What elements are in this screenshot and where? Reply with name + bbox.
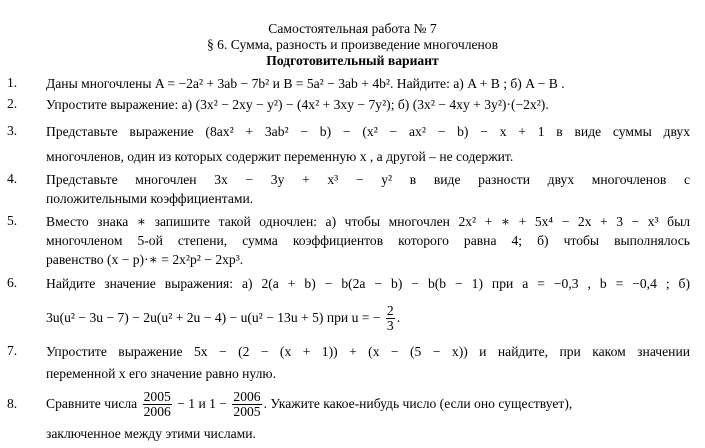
fraction-1 xyxy=(143,390,172,419)
problem-text-line xyxy=(46,386,690,422)
problem-text-line xyxy=(46,300,690,336)
problem-text: Представьте выражение (8ax² + 3ab² − b) − (x² − ax² − b) − x + 1 в виде суммы двух xyxy=(46,124,690,139)
fraction-numerator: 2 xyxy=(386,303,394,319)
fraction-2 xyxy=(232,390,261,419)
fraction xyxy=(386,304,395,333)
problem-number: 5. xyxy=(7,213,18,228)
problem-text: заключенное между этими числами. xyxy=(46,426,256,441)
compare-label: Сравните числа xyxy=(46,396,138,411)
problem-text: переменной x его значение равно нулю. xyxy=(46,366,276,381)
problem-number: 4. xyxy=(7,171,18,186)
problem-text: Найдите значение выражения: а) 2(a + b) − b(2a − b) − b(b − 1) при a = −0,3 , b = −0,4 ; б) xyxy=(46,276,690,291)
fraction-denominator: 3 xyxy=(386,318,394,334)
problem-text: Представьте многочлен 3x − 3y + x³ − y² в виде разности двух многочленов с xyxy=(46,172,690,187)
expression: 3u(u² − 3u − 7) − 2u(u² + 2u − 4) − u(u² − 13u + 5) при u = − xyxy=(46,310,381,325)
period: . xyxy=(396,310,401,325)
problem-text: Вместо знака ∗ запишите такой одночлен: а) чтобы многочлен 2x² + ∗ + 5x⁴ − 2x + 3 − x³ был xyxy=(46,214,690,229)
fraction-denominator: 2005 xyxy=(233,404,261,420)
problem-text: . Укажите какое-нибудь число (если оно существует), xyxy=(263,396,573,411)
fraction-numerator: 2005 xyxy=(143,389,171,405)
fraction-denominator: 2006 xyxy=(143,404,171,420)
fraction-numerator: 2006 xyxy=(233,389,261,405)
section-title: § 6. Сумма, разность и произведение многочленов xyxy=(206,37,499,52)
problem-text: положительными коэффициентами. xyxy=(46,191,254,206)
problem-number: 1. xyxy=(7,75,18,90)
problem-number: 3. xyxy=(7,123,18,138)
problem-text: многочленом 5-ой степени, сумма коэффициентов которого равна 4; б) чтобы выполнялось xyxy=(46,233,690,248)
problem-text: равенство (x − p)·∗ = 2x²p² − 2xp³. xyxy=(46,252,244,267)
variant-title: Подготовительный вариант xyxy=(266,53,439,68)
problem-number: 6. xyxy=(7,275,18,290)
problem-number: 8. xyxy=(7,396,18,411)
problem-number: 7. xyxy=(7,343,18,358)
problem-text: Даны многочлены A = −2a² + 3ab − 7b² и B = 5a² − 3ab + 4b². Найдите: а) A + B ; б) A − B . xyxy=(46,76,565,91)
problem-number: 2. xyxy=(7,96,18,111)
worksheet-title: Самостоятельная работа № 7 xyxy=(268,21,437,36)
problem-text: многочленов, один из которых содержит переменную x , а другой – не содержит. xyxy=(46,149,514,164)
problem-text: Упростите выражение 5x − (2 − (x + 1)) + (x − (5 − x)) и найдите, при каком значении xyxy=(46,344,690,359)
problem-text: Упростите выражение: а) (3x² − 2xy − y²) − (4x² + 3xy − 7y²); б) (3x² − 4xy + 3y²)·(−2x²). xyxy=(46,97,549,112)
connector: − 1 и 1 − xyxy=(173,396,231,411)
